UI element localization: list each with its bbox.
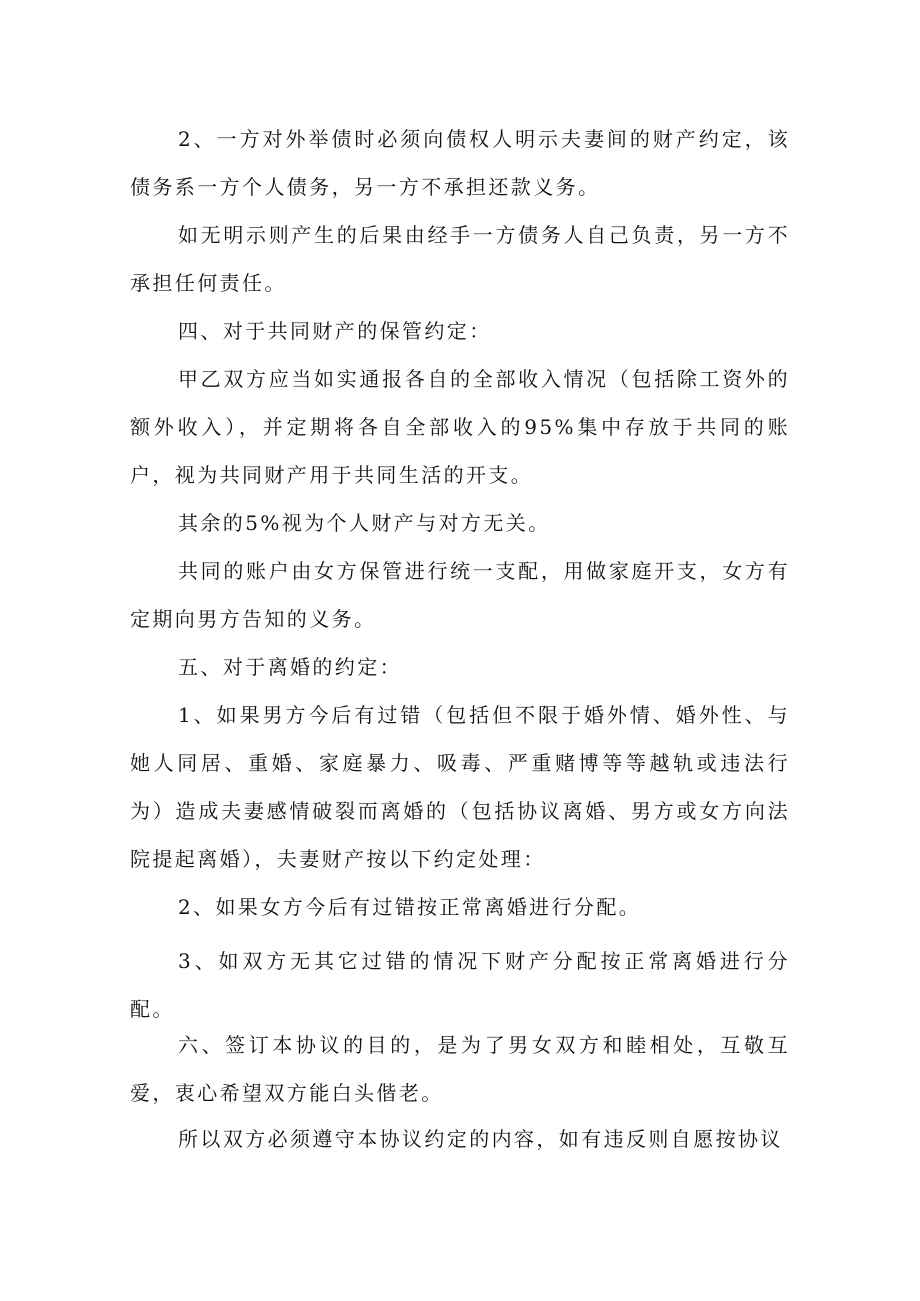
- paragraph-income-reporting: 甲乙双方应当如实通报各自的全部收入情况（包括除工资外的额外收入），并定期将各自全部收入的95%集中存放于共同的账户，视为共同财产用于共同生活的开支。: [130, 367, 790, 487]
- section-heading-joint-property: 四、对于共同财产的保管约定：: [178, 319, 492, 343]
- paragraph-compliance: 所以双方必须遵守本协议约定的内容，如有违反则自愿按协议: [178, 1127, 783, 1151]
- paragraph-joint-account-management: 共同的账户由女方保管进行统一支配，用做家庭开支，女方有定期向男方告知的义务。: [130, 559, 790, 631]
- section-heading-divorce: 五、对于离婚的约定：: [178, 655, 402, 679]
- paragraph-personal-property: 其余的5%视为个人财产与对方无关。: [178, 511, 551, 535]
- paragraph-no-disclosure-liability: 如无明示则产生的后果由经手一方债务人自己负责，另一方不承担任何责任。: [130, 223, 790, 295]
- paragraph-female-fault: 2、如果女方今后有过错按正常离婚进行分配。: [178, 895, 642, 919]
- section-agreement-purpose: 六、签订本协议的目的，是为了男女双方和睦相处，互敬互爱，衷心希望双方能白头偕老。: [130, 1033, 790, 1105]
- paragraph-debt-disclosure: 2、一方对外举债时必须向债权人明示夫妻间的财产约定，该债务系一方个人债务，另一方不承担还款义务。: [130, 127, 790, 199]
- paragraph-no-fault: 3、如双方无其它过错的情况下财产分配按正常离婚进行分配。: [130, 949, 790, 1021]
- paragraph-male-fault: 1、如果男方今后有过错（包括但不限于婚外情、婚外性、与她人同居、重婚、家庭暴力、吸毒、严重赌博等等越轨或违法行为）造成夫妻感情破裂而离婚的（包括协议离婚、男方或女方向法院提起离婚），夫妻财产按以下约定处理：: [130, 703, 790, 871]
